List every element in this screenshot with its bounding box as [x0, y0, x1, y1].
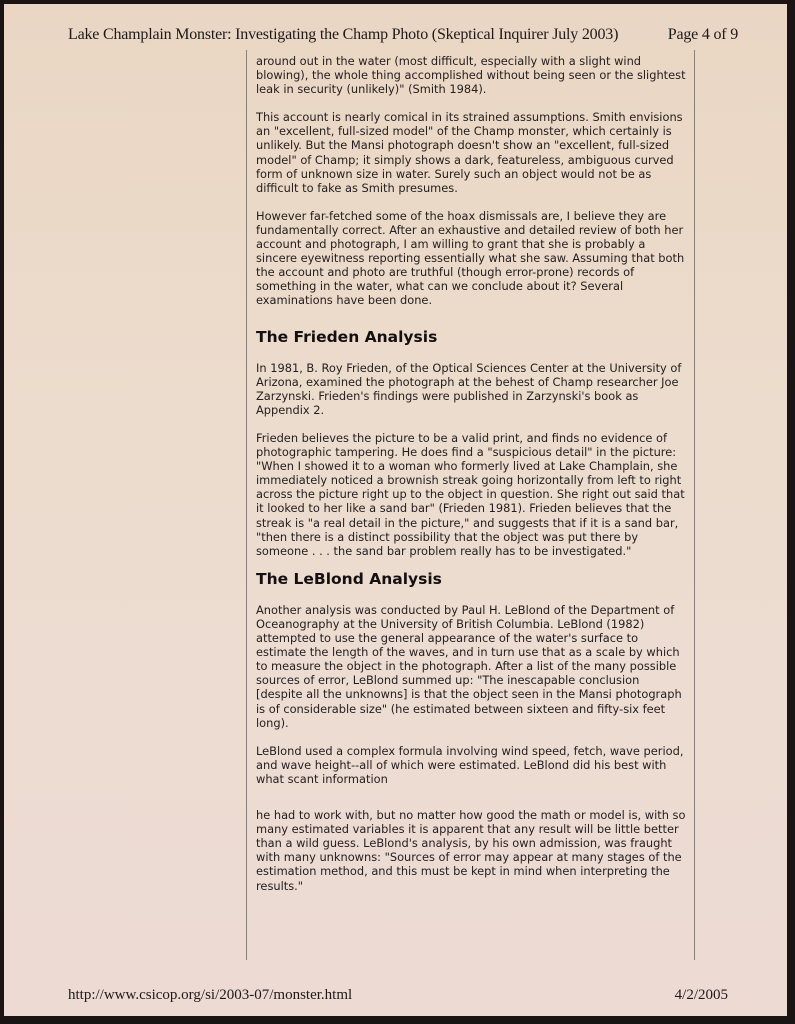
paragraph: he had to work with, but no matter how good the math or model is, with so many estimated variables it is apparent that any result will be little better than a wild guess. LeBlond's analysis, by his own admission, was fraught with many unknowns: "Sources of error may appear at many stages of the estimation method, and this must be kept in mind when interpreting the results."	[256, 808, 686, 893]
print-header	[68, 26, 738, 44]
paragraph: In 1981, B. Roy Frieden, of the Optical Sciences Center at the University of Arizona, examined the photograph at the behest of Champ researcher Joe Zarzynski. Frieden's findings were published in Zarzynski's book as Appendix 2.	[256, 360, 682, 417]
section-heading-leblond: The LeBlond Analysis	[256, 569, 442, 588]
section-heading-frieden: The Frieden Analysis	[256, 327, 438, 346]
column-rule-right	[694, 50, 695, 960]
print-date: 4/2/2005	[674, 987, 728, 1003]
article-body	[256, 54, 688, 907]
page-number: Page 4 of 9	[667, 26, 738, 43]
column-rule-left	[246, 50, 247, 960]
paragraph: However far-fetched some of the hoax dismissals are, I believe they are fundamentally correct. After an exhaustive and detailed review of both her account and photograph, I am willing to grant that she is probably a sincere eyewitness reporting essentially what she saw. Assuming that both the account and photo are truthful (though error-prone) records of something in the water, what can we conclude about it? Several examinations have been done.	[256, 208, 685, 308]
paragraph: Another analysis was conducted by Paul H. LeBlond of the Department of Oceanography at the University of British Columbia. LeBlond (1982) attempted to use the general appearance of the water's surface to estimate the length of the waves, and in turn use that as a scale by which to measure the object in the photograph. After a list of the many possible sources of error, LeBlond summed up: "The inescapable conclusion [despite all the unknowns] is that the object seen in the Mansi photograph is of considerable size" (he estimated between sixteen and fifty-six feet long).	[256, 602, 682, 730]
print-footer	[68, 987, 728, 1004]
source-url: http://www.csicop.org/si/2003-07/monster.html	[68, 987, 353, 1003]
paragraph: LeBlond used a complex formula involving wind speed, fetch, wave period, and wave height--all of which were estimated. LeBlond did his best with what scant information	[256, 743, 684, 786]
paragraph: around out in the water (most difficult, especially with a slight wind blowing), the whole thing accomplished without being seen or the slightest leak in security (unlikely)" (Smith 1984).	[256, 54, 686, 97]
paragraph: Frieden believes the picture to be a valid print, and finds no evidence of photographic tampering. He does find a "suspicious detail" in the picture: "When I showed it to a woman who formerly lived at Lake Champlain, she immediately noticed a brownish streak going horizontally from left to right across the picture right up to the object in question. She right out said that it looked to her like a sand bar" (Frieden 1981). Frieden believes that the streak is "a real detail in the picture," and suggests that if it is a sand bar, "then there is a distinct possibility that the object was put there by someone . . . the sand bar problem really has to be investigated."	[256, 430, 685, 558]
paragraph: This account is nearly comical in its strained assumptions. Smith envisions an "excellent, full-sized model" of the Champ monster, which certainly is unlikely. But the Mansi photograph doesn't show an "excellent, full-sized model" of Champ; it simply shows a dark, featureless, ambiguous curved form of unknown size in water. Surely such an object would not be as difficult to fake as Smith presumes.	[256, 110, 683, 195]
printed-page	[4, 4, 787, 1016]
document-title: Lake Champlain Monster: Investigating the Champ Photo (Skeptical Inquirer July 2003)	[68, 26, 619, 43]
